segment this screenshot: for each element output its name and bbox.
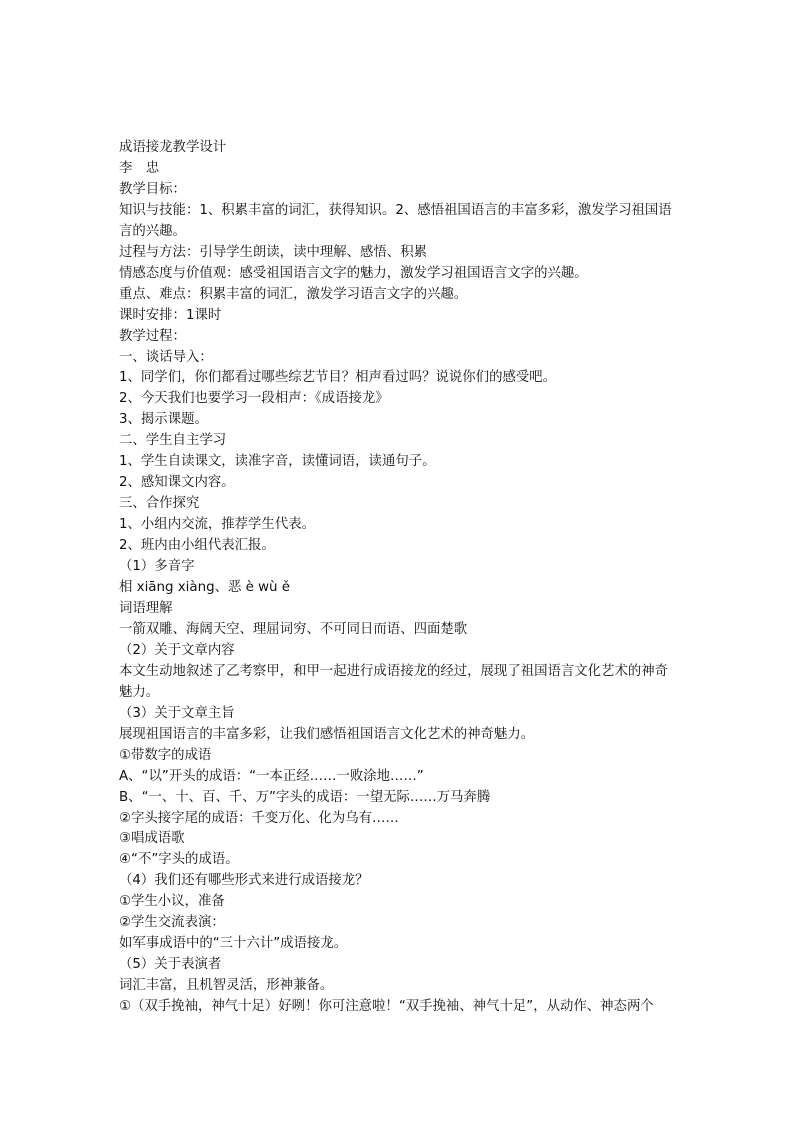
document-line: 教学目标： — [119, 181, 186, 197]
document-line: 展现祖国语言的丰富多彩，让我们感悟祖国语言文化艺术的神奇魅力。 — [119, 726, 535, 742]
document-line: 一箭双雕、海阔天空、理屈词穷、不可同日而语、四面楚歌 — [119, 621, 468, 637]
document-line: 一、谈话导入： — [119, 349, 213, 365]
document-line: 情感态度与价值观：感受祖国语言文字的魅力，激发学习祖国语言文字的兴趣。 — [119, 265, 588, 281]
document-title: 成语接龙教学设计 — [119, 140, 227, 155]
document-line: 如军事成语中的“三十六计”成语接龙。 — [119, 936, 348, 952]
document-line: ①带数字的成语 — [119, 747, 212, 763]
document-line: ①（双手挽袖，神气十足）好咧！你可注意啦！“双手挽袖、神气十足”，从动作、神态两个 — [119, 999, 654, 1015]
document-line: 2、感知课文内容。 — [119, 475, 235, 491]
document-line: 2、今天我们也要学习一段相声：《成语接龙》 — [119, 391, 389, 407]
document-line: B、“一、十、百、千、万”字头的成语：一望无际……万马奔腾 — [119, 789, 491, 805]
document-line: （4）我们还有哪些形式来进行成语接龙？ — [119, 873, 369, 889]
document-line: 1、学生自读课文，读准字音，读懂词语，读通句子。 — [119, 454, 436, 470]
document-line: （5）关于表演者 — [119, 957, 222, 973]
document-line: 知识与技能：1、积累丰富的词汇，获得知识。2、感悟祖国语言的丰富多彩，激发学习祖国语言的兴趣。 — [119, 202, 672, 239]
document-line: 三、合作探究 — [119, 496, 200, 512]
document-line: 2、班内由小组代表汇报。 — [119, 538, 275, 554]
document-line: 二、学生自主学习 — [119, 433, 227, 449]
document-line: ②学生交流表演： — [119, 915, 225, 931]
document-line: A、“以”开头的成语：“一本正经……一败涂地……” — [119, 768, 424, 784]
document-line: ①学生小议，准备 — [119, 894, 225, 910]
document-line: 相 xiāng xiàng、恶 è wù ě — [119, 580, 291, 596]
document-line: 词语理解 — [119, 600, 173, 616]
document-line: （3）关于文章主旨 — [119, 705, 235, 721]
document-line: ③唱成语歌 — [119, 831, 185, 847]
document-line: 3、揭示课题。 — [119, 412, 208, 428]
document-line: （1）多音字 — [119, 559, 195, 575]
document-line: 重点、难点：积累丰富的词汇，激发学习语言文字的兴趣。 — [119, 286, 468, 302]
author-name: 李 忠 — [119, 160, 160, 176]
document-line: ②字头接字尾的成语：千变万化、化为乌有…… — [119, 810, 399, 826]
document-line: ④“不”字头的成语。 — [119, 852, 239, 868]
document-line: （2）关于文章内容 — [119, 642, 235, 658]
document-body — [119, 138, 679, 1018]
document-line: 过程与方法：引导学生朗读，读中理解、感悟、积累 — [119, 244, 427, 260]
document-line: 教学过程： — [119, 328, 186, 344]
document-line: 课时安排：1课时 — [119, 307, 222, 323]
document-line: 本文生动地叙述了乙考察甲，和甲一起进行成语接龙的经过，展现了祖国语言文化艺术的神奇魅力。 — [119, 663, 669, 700]
document-line: 1、小组内交流，推荐学生代表。 — [119, 517, 315, 533]
document-line: 1、同学们，你们都看过哪些综艺节目？相声看过吗？说说你们的感受吧。 — [119, 370, 557, 386]
document-line: 词汇丰富，且机智灵活，形神兼备。 — [119, 978, 334, 994]
